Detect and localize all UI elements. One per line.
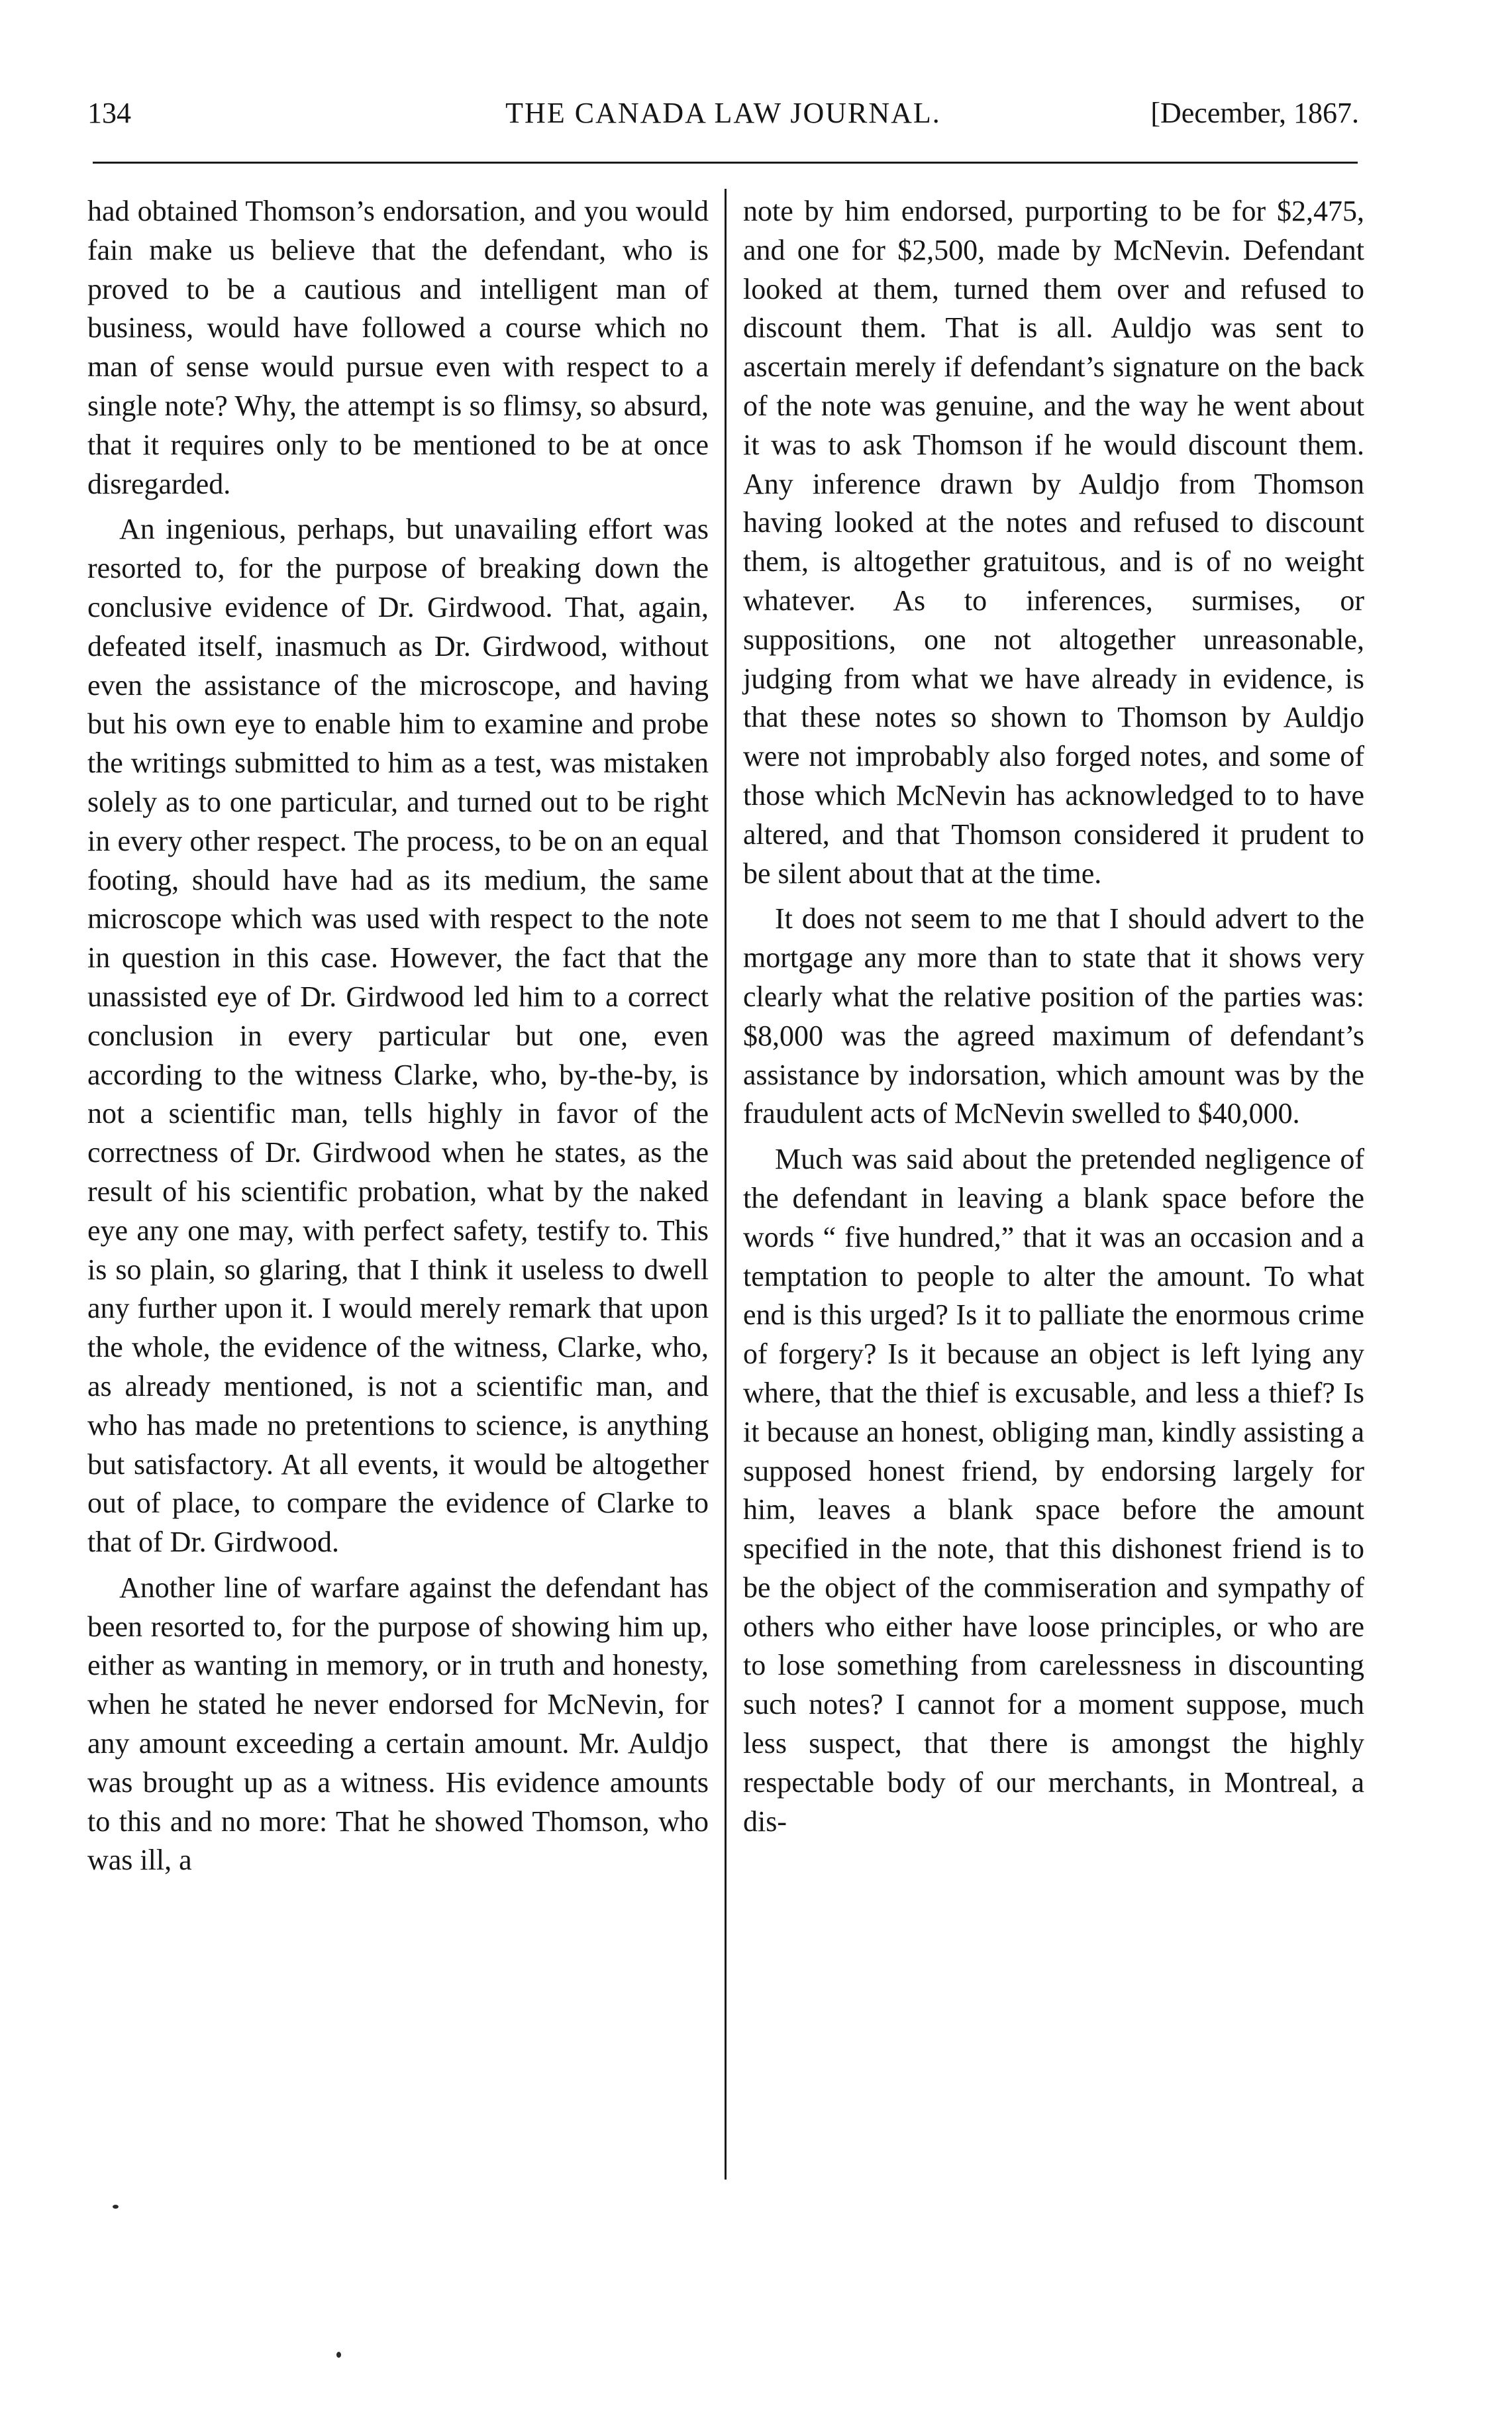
paragraph: had obtained Thomson’s endorsation, and you would fain make us believe that the defendant, who is proved to be a cautious and intelligent man of business, would have followed a course which no man of sense would pursue even with respect to a single note? Why, the attempt is so flimsy, so absurd, that it requires only to be mentioned to be at once disregarded. <box>87 195 709 500</box>
right-column <box>743 192 1364 1848</box>
left-column <box>87 192 709 1887</box>
paragraph: Much was said about the pretended negligence of the defendant in leaving a blank space before the words “ five hundred,” that it was an occasion and a temptation to people to alter the amount. To what end is this urged? Is it to palliate the enormous crime of forgery? Is it because an object is left lying any where, that the thief is excusable, and less a thief? Is it because an honest, obliging man, kindly assisting a supposed honest friend, by endorsing largely for him, leaves a blank space before the amount specified in the note, that this dishonest friend is to be the object of the commiseration and sympathy of others who either have loose principles, or who are to lose something from carelessness in discounting such notes? I cannot for a moment suppose, much less suspect, that there is amongst the highly respectable body of our merchants, in Montreal, a dis- <box>743 1143 1364 1838</box>
header-rule <box>93 162 1358 164</box>
paragraph: Another line of warfare against the defendant has been resorted to, for the purpose of showing him up, either as wanting in memory, or in truth and honesty, when he stated he never endorsed for McNevin, for any amount exceeding a certain amount. Mr. Auldjo was brought up as a witness. His evidence amounts to this and no more: That he showed Thomson, who was ill, a <box>87 1571 709 1877</box>
paragraph: An ingenious, perhaps, but unavailing effort was resorted to, for the purpose of breaking down the conclusive evidence of Dr. Girdwood. That, again, defeated itself, inasmuch as Dr. Girdwood, without even the assistance of the microscope, and having but his own eye to enable him to examine and probe the writings submitted to him as a test, was mistaken solely as to one particular, and turned out to be right in every other respect. The process, to be on an equal footing, should have had as its medium, the same microscope which was used with respect to the note in question in this case. However, the fact that the unassisted eye of Dr. Girdwood led him to a correct conclusion in every particular but one, even according to the witness Clarke, who, by-the-by, is not a scientific man, tells highly in favor of the correctness of Dr. Girdwood when he states, as the result of his scientific probation, what by the naked eye any one may, with perfect safety, testify to. This is so plain, so glaring, that I think it useless to dwell any further upon it. I would merely remark that upon the whole, the evidence of the witness, Clarke, who, as already mentioned, is not a scientific man, and who has made no pretentions to science, is anything but satisfactory. At all events, it would be altogether out of place, to compare the evidence of Clarke to that of Dr. Girdwood. <box>87 513 709 1559</box>
journal-title: THE CANADA LAW JOURNAL. <box>505 97 941 129</box>
column-divider <box>725 189 727 2180</box>
paragraph: note by him endorsed, purporting to be for $2,475, and one for $2,500, made by McNevin. Defendant looked at them, turned them over and refused to discount them. That is all. Auldjo was sent to ascertain merely if defendant’s signature on the back of the note was genuine, and the way he went about it was to ask Thomson if he would discount them. Any inference drawn by Auldjo from Thomson having looked at the notes and refused to discount them, is altogether gratuitous, and is of no weight whatever. As to inferences, surmises, or suppositions, one not altogether unreasonable, judging from what we have already in evidence, is that these notes so shown to Thomson by Auldjo were not improbably also forged notes, and some of those which McNevin has acknowledged to to have altered, and that Thomson considered it prudent to be silent about that at the time. <box>743 195 1364 890</box>
page-number: 134 <box>87 97 131 129</box>
ink-speck <box>113 2205 119 2209</box>
ink-speck <box>336 2352 341 2358</box>
issue-date: [December, 1867. <box>1150 97 1359 129</box>
paragraph: It does not seem to me that I should advert to the mortgage any more than to state that it shows very clearly what the relative position of the parties was: $8,000 was the agreed maximum of defendant’s assistance by indorsation, which amount was by the fraudulent acts of McNevin swelled to $40,000. <box>743 902 1364 1130</box>
running-header <box>87 93 1359 134</box>
